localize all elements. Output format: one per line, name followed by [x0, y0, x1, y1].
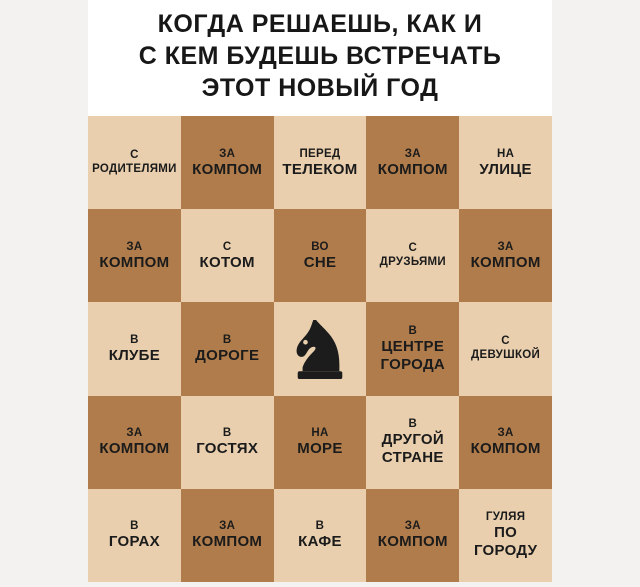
- caption-line-1: КОГДА РЕШАЕШЬ, КАК И: [157, 10, 483, 38]
- board-cell-main: КОМПОМ: [192, 160, 263, 178]
- board-cell-lead: НА: [496, 147, 515, 160]
- caption-line-3: ЭТОТ НОВЫЙ ГОД: [201, 74, 439, 102]
- board-cell-lead: ЗА: [126, 427, 143, 440]
- right-margin: [552, 0, 640, 587]
- board-cell-label: [92, 148, 177, 177]
- board-cell-main: ДОРОГЕ: [195, 346, 260, 364]
- board-cell-label: [378, 519, 448, 551]
- board-cell-lead: С: [130, 149, 139, 162]
- board-cell-label: [368, 324, 457, 374]
- board-cell-label: [109, 333, 160, 365]
- board-cell-label: [304, 240, 337, 272]
- board-cell-lead: В: [408, 324, 418, 337]
- caption-line-2: С КЕМ БУДЕШЬ ВСТРЕЧАТЬ: [138, 42, 502, 70]
- board-cell-label: [99, 240, 169, 272]
- board-cell-r2-c1: [88, 209, 181, 302]
- board-cell-main: КОМПОМ: [470, 253, 541, 271]
- board-cell-label: [282, 147, 357, 179]
- board-cell-lead: ЗА: [404, 147, 421, 160]
- chess-knight-icon: [276, 304, 365, 393]
- board-cell-r2-c2: [181, 209, 274, 302]
- board-cell-lead: ЗА: [219, 520, 236, 533]
- board-cell-lead: ЗА: [497, 240, 514, 253]
- left-margin: [0, 0, 88, 587]
- board-cell-lead: С: [501, 335, 510, 348]
- board-cell-r2-c3: [274, 209, 367, 302]
- board-cell-r5-c3: [274, 489, 367, 582]
- board-cell-label: [200, 240, 255, 272]
- board-cell-r3-c1: [88, 302, 181, 395]
- board-cell-lead: В: [222, 427, 232, 440]
- board-cell-label: [195, 333, 259, 365]
- board-cell-r4-c1: [88, 396, 181, 489]
- board-cell-label: [109, 519, 160, 551]
- board-cell-lead: ВО: [311, 240, 329, 253]
- board-cell-main: СНЕ: [303, 253, 337, 271]
- board-cell-r1-c2: [181, 116, 274, 209]
- board-cell-r1-c5: [459, 116, 552, 209]
- board-cell-main: ГОСТЯХ: [196, 440, 259, 458]
- board-cell-main: КАФЕ: [298, 533, 342, 551]
- board-cell-label: [99, 426, 169, 458]
- board-cell-lead: НА: [311, 427, 329, 440]
- board-cell-r4-c2: [181, 396, 274, 489]
- board-cell-r4-c5: [459, 396, 552, 489]
- board-cell-lead: ПЕРЕД: [299, 147, 341, 160]
- board-cell-lead: С: [222, 240, 232, 253]
- board-cell-main: КОМПОМ: [470, 440, 541, 458]
- board-cell-r2-c5: [459, 209, 552, 302]
- board-cell-main: ГОРАХ: [108, 533, 160, 551]
- board-cell-main: КОМПОМ: [99, 440, 170, 458]
- board-cell-r3-c2: [181, 302, 274, 395]
- board-cell-r3-c4: [366, 302, 459, 395]
- board-cell-label: [471, 426, 541, 458]
- board-cell-label: [192, 147, 262, 179]
- board-cell-main: КЛУБЕ: [108, 346, 161, 364]
- board-cell-lead: ЗА: [497, 427, 514, 440]
- board-cell-label: [297, 426, 342, 458]
- board-cell-main: РОДИТЕЛЯМИ: [92, 163, 177, 176]
- board-cell-main: ДЕВУШКОЙ: [471, 349, 541, 362]
- board-cell-label: [471, 240, 541, 272]
- board-cell-label: [298, 519, 342, 551]
- board-cell-main: КОМПОМ: [377, 160, 448, 178]
- board-cell-r1-c3: [274, 116, 367, 209]
- board-cell-lead: В: [315, 520, 325, 533]
- board-cell-label: [378, 147, 448, 179]
- board-cell-main: МОРЕ: [297, 440, 343, 458]
- board-cell-main: ТЕЛЕКОМ: [282, 160, 358, 178]
- board-cell-lead: С: [408, 242, 418, 255]
- board-cell-r4-c4: [366, 396, 459, 489]
- board-cell-r3-c5: [459, 302, 552, 395]
- board-cell-lead: В: [408, 418, 418, 431]
- board-cell-r1-c1: [88, 116, 181, 209]
- board-cell-main: КОМПОМ: [99, 253, 170, 271]
- board-cell-main: КОТОМ: [199, 253, 255, 271]
- board-cell-lead: ЗА: [404, 520, 421, 533]
- chess-board: [88, 116, 552, 582]
- board-cell-lead: В: [222, 333, 232, 346]
- board-cell-r5-c5: [459, 489, 552, 582]
- board-cell-lead: ГУЛЯЯ: [485, 511, 526, 524]
- board-cell-label: [380, 241, 446, 270]
- board-cell-lead: ЗА: [219, 147, 236, 160]
- board-cell-lead: ЗА: [126, 240, 143, 253]
- board-cell-main: ПО ГОРОДУ: [473, 524, 538, 560]
- board-cell-r5-c4: [366, 489, 459, 582]
- board-cell-label: [196, 426, 258, 458]
- board-cell-label: [368, 417, 457, 467]
- board-cell-label: [192, 519, 262, 551]
- board-cell-lead: В: [130, 520, 139, 533]
- board-cell-r4-c3: [274, 396, 367, 489]
- caption-block: [88, 0, 552, 116]
- board-cell-main: КОМПОМ: [192, 533, 263, 551]
- board-cell-main: ЦЕНТРЕ ГОРОДА: [380, 337, 446, 373]
- board-cell-label: [479, 147, 532, 179]
- board-cell-r2-c4: [366, 209, 459, 302]
- board-cell-main: УЛИЦЕ: [479, 160, 532, 178]
- board-cell-r5-c1: [88, 489, 181, 582]
- board-cell-label: [461, 510, 550, 560]
- board-cell-r1-c4: [366, 116, 459, 209]
- board-cell-label: [471, 334, 540, 363]
- board-cell-main: КОМПОМ: [377, 533, 448, 551]
- board-cell-r5-c2: [181, 489, 274, 582]
- board-cell-r3-c3: [274, 302, 367, 395]
- bottom-margin: [0, 582, 640, 587]
- board-cell-lead: В: [130, 333, 139, 346]
- board-cell-main: ДРУГОЙ СТРАНЕ: [381, 431, 444, 467]
- board-cell-main: ДРУЗЬЯМИ: [379, 256, 446, 269]
